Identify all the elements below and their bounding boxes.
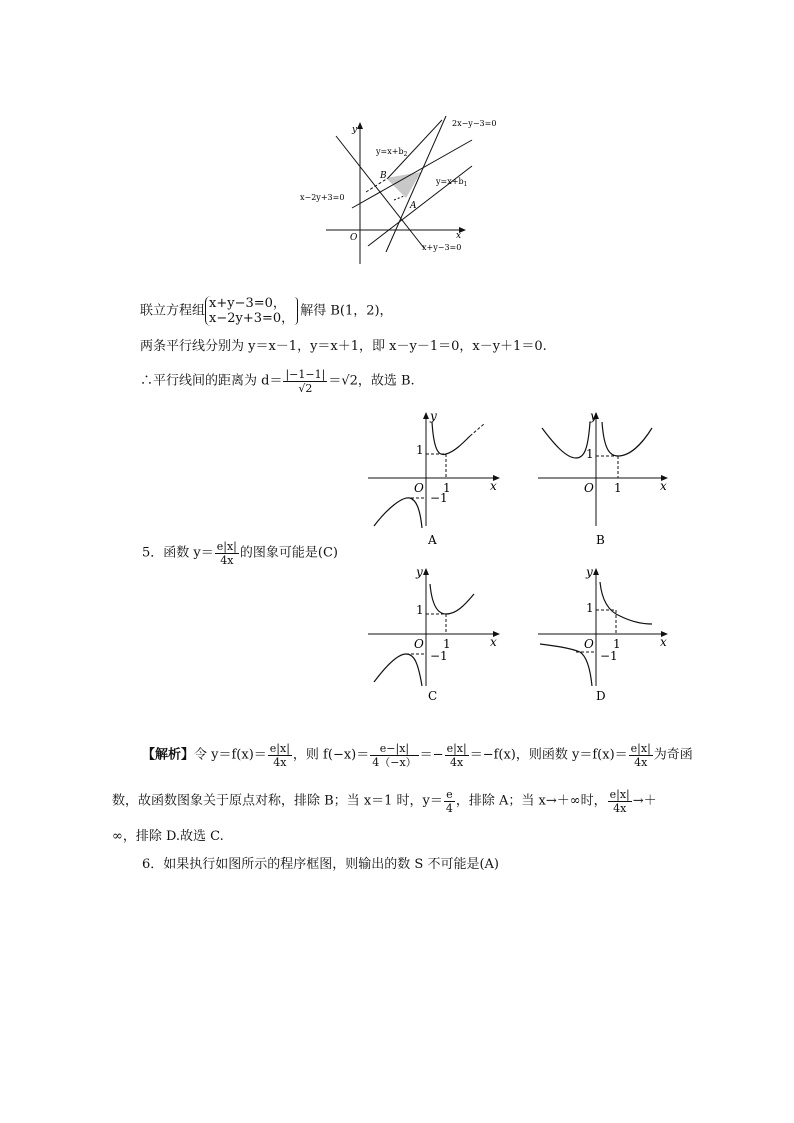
- q5-prefix: 5．函数 y＝: [142, 545, 214, 561]
- fig-point-b: B: [380, 171, 387, 181]
- analysis-f2-den: 4（−x）: [372, 756, 417, 769]
- distance-den: √2: [298, 382, 313, 395]
- graph-b-one-y: 1: [586, 447, 594, 461]
- fig-axis-x: x: [456, 231, 462, 241]
- eq-1: x+y−3=0，: [209, 296, 286, 311]
- graph-d-neg-one: −1: [600, 649, 618, 663]
- analysis-line-3: ∞，排除 D.故选 C.: [112, 829, 224, 844]
- graph-b: [534, 404, 674, 548]
- eq-2: x−2y+3=0，: [209, 311, 295, 326]
- graph-b-label: B: [596, 533, 605, 547]
- graph-a-o: O: [414, 481, 424, 495]
- dash-near-a: [394, 196, 404, 200]
- q5-suffix: 的图象可能是(C): [239, 545, 338, 561]
- graph-a-x: x: [490, 479, 497, 493]
- graph-d: [534, 562, 674, 706]
- solution-line-1-prefix: 联立方程组: [140, 303, 206, 319]
- graph-a-curve-left: [374, 498, 422, 528]
- graph-a: [366, 404, 506, 548]
- analysis-f5-num: e: [444, 788, 455, 802]
- graph-c-neg-one: −1: [430, 649, 448, 663]
- graph-a-one-x: 1: [443, 481, 451, 495]
- graph-c-x: x: [490, 635, 497, 649]
- graph-d-curve-right: [600, 582, 652, 624]
- q5-den: 4x: [220, 554, 234, 567]
- analysis-frac-5: [444, 788, 455, 815]
- solution-line-1-suffix: 解得 B(1，2)，: [300, 303, 393, 319]
- graph-c-one-x: 1: [443, 637, 451, 651]
- fig-point-a: A: [410, 201, 417, 211]
- analysis-p7: ，排除 A；当 x→＋∞时，: [455, 793, 607, 809]
- graph-a-y: y: [430, 409, 437, 423]
- solution-line-3-prefix: ∴平行线间的距离为 d＝: [140, 373, 283, 389]
- analysis-frac-3: [445, 742, 469, 769]
- analysis-frac-1: [268, 742, 292, 769]
- solution-line-2: 两条平行线分别为 y＝x－1，y＝x＋1，即 x－y－1＝0，x－y＋1＝0.: [140, 339, 547, 354]
- fig-line-4: x−2y+3=0: [300, 193, 345, 202]
- question-5: [142, 540, 338, 567]
- graph-d-x: x: [660, 635, 667, 649]
- graph-c-label: C: [428, 689, 438, 703]
- graph-c-one-y: 1: [416, 603, 424, 617]
- fig-origin: O: [350, 233, 358, 243]
- solution-line-3: [140, 368, 415, 395]
- q5-num: e|x|: [216, 540, 237, 553]
- graph-d-y-arrow: [593, 568, 599, 575]
- y-arrow: [357, 122, 363, 129]
- graph-a-label: A: [428, 533, 437, 547]
- graph-c-curve-left: [374, 654, 422, 686]
- fig-line-5: x+y−3=0: [422, 243, 462, 252]
- analysis-tag: 【解析】: [142, 747, 195, 763]
- q5-fraction: [215, 540, 239, 567]
- analysis-p6: 数，故函数图象关于原点对称，排除 B；当 x＝1 时，y＝: [112, 793, 443, 809]
- graph-b-curve-left: [542, 422, 590, 458]
- analysis-p1: 令 y＝f(x)＝: [194, 747, 267, 763]
- fig-axis-y: y: [352, 125, 358, 135]
- fig-line-2: $y=x+b_2$: [376, 147, 408, 158]
- analysis-frac-6: [608, 788, 632, 815]
- analysis-f1-den: 4x: [273, 756, 287, 769]
- analysis-f4-num: e|x|: [630, 742, 651, 755]
- graph-c: [366, 562, 506, 706]
- analysis-line-1: [142, 742, 693, 769]
- analysis-p8: →＋: [632, 793, 657, 809]
- analysis-p3: ＝−: [419, 747, 444, 763]
- analysis-line-2: [112, 788, 657, 815]
- graph-a-curve-right: [432, 422, 470, 455]
- question-6: 6．如果执行如图所示的程序框图，则输出的数 S 不可能是(A): [142, 857, 499, 872]
- line-x-minus-2y: [352, 140, 472, 208]
- graph-b-y: y: [590, 409, 597, 423]
- solution-line-1: [140, 296, 393, 326]
- analysis-f1-num: e|x|: [269, 742, 290, 755]
- graph-c-curve-right: [430, 584, 474, 614]
- system-brace: [294, 297, 298, 325]
- analysis-p5: 为奇函: [653, 747, 693, 763]
- graph-a-one-y: 1: [416, 443, 424, 457]
- analysis-frac-2: [370, 742, 418, 769]
- graph-b-curve-right: [602, 422, 652, 456]
- graph-d-o: O: [584, 637, 594, 651]
- graph-b-x: x: [660, 479, 667, 493]
- analysis-f4-den: 4x: [634, 756, 648, 769]
- fig-line-1: 2x−y−3=0: [452, 119, 497, 128]
- equation-system: [205, 296, 294, 326]
- graph-a-neg-one: −1: [430, 491, 448, 505]
- graph-d-label: D: [596, 689, 606, 703]
- graph-c-y-arrow: [423, 568, 429, 575]
- graph-d-one-x: 1: [613, 637, 621, 651]
- graph-c-o: O: [414, 637, 424, 651]
- distance-num: |−1−1|: [285, 368, 326, 381]
- graph-a-curve-right-dash: [470, 424, 484, 436]
- analysis-f6-num: e|x|: [609, 788, 630, 801]
- analysis-p2: ，则 f(−x)＝: [292, 747, 370, 763]
- analysis-f6-den: 4x: [613, 802, 627, 815]
- graph-b-one-x: 1: [614, 481, 622, 495]
- analysis-frac-4: [629, 742, 653, 769]
- graph-b-o: O: [584, 481, 594, 495]
- analysis-f3-den: 4x: [450, 756, 464, 769]
- graph-a-y-arrow: [423, 412, 429, 419]
- analysis-f2-num: e−|x|: [370, 742, 418, 756]
- distance-fraction: [283, 368, 327, 395]
- analysis-f5-den: 4: [445, 802, 453, 815]
- fig-line-3: $y=x+b_1$: [436, 177, 468, 188]
- graph-c-y: y: [416, 565, 423, 579]
- graph-d-y: y: [586, 565, 593, 579]
- analysis-p4: ＝−f(x)，则函数 y＝f(x)＝: [469, 747, 628, 763]
- analysis-f3-num: e|x|: [446, 742, 467, 755]
- solution-line-3-suffix: ＝√2，故选 B.: [328, 373, 415, 389]
- graph-d-one-y: 1: [586, 601, 594, 615]
- top-figure: [296, 112, 508, 268]
